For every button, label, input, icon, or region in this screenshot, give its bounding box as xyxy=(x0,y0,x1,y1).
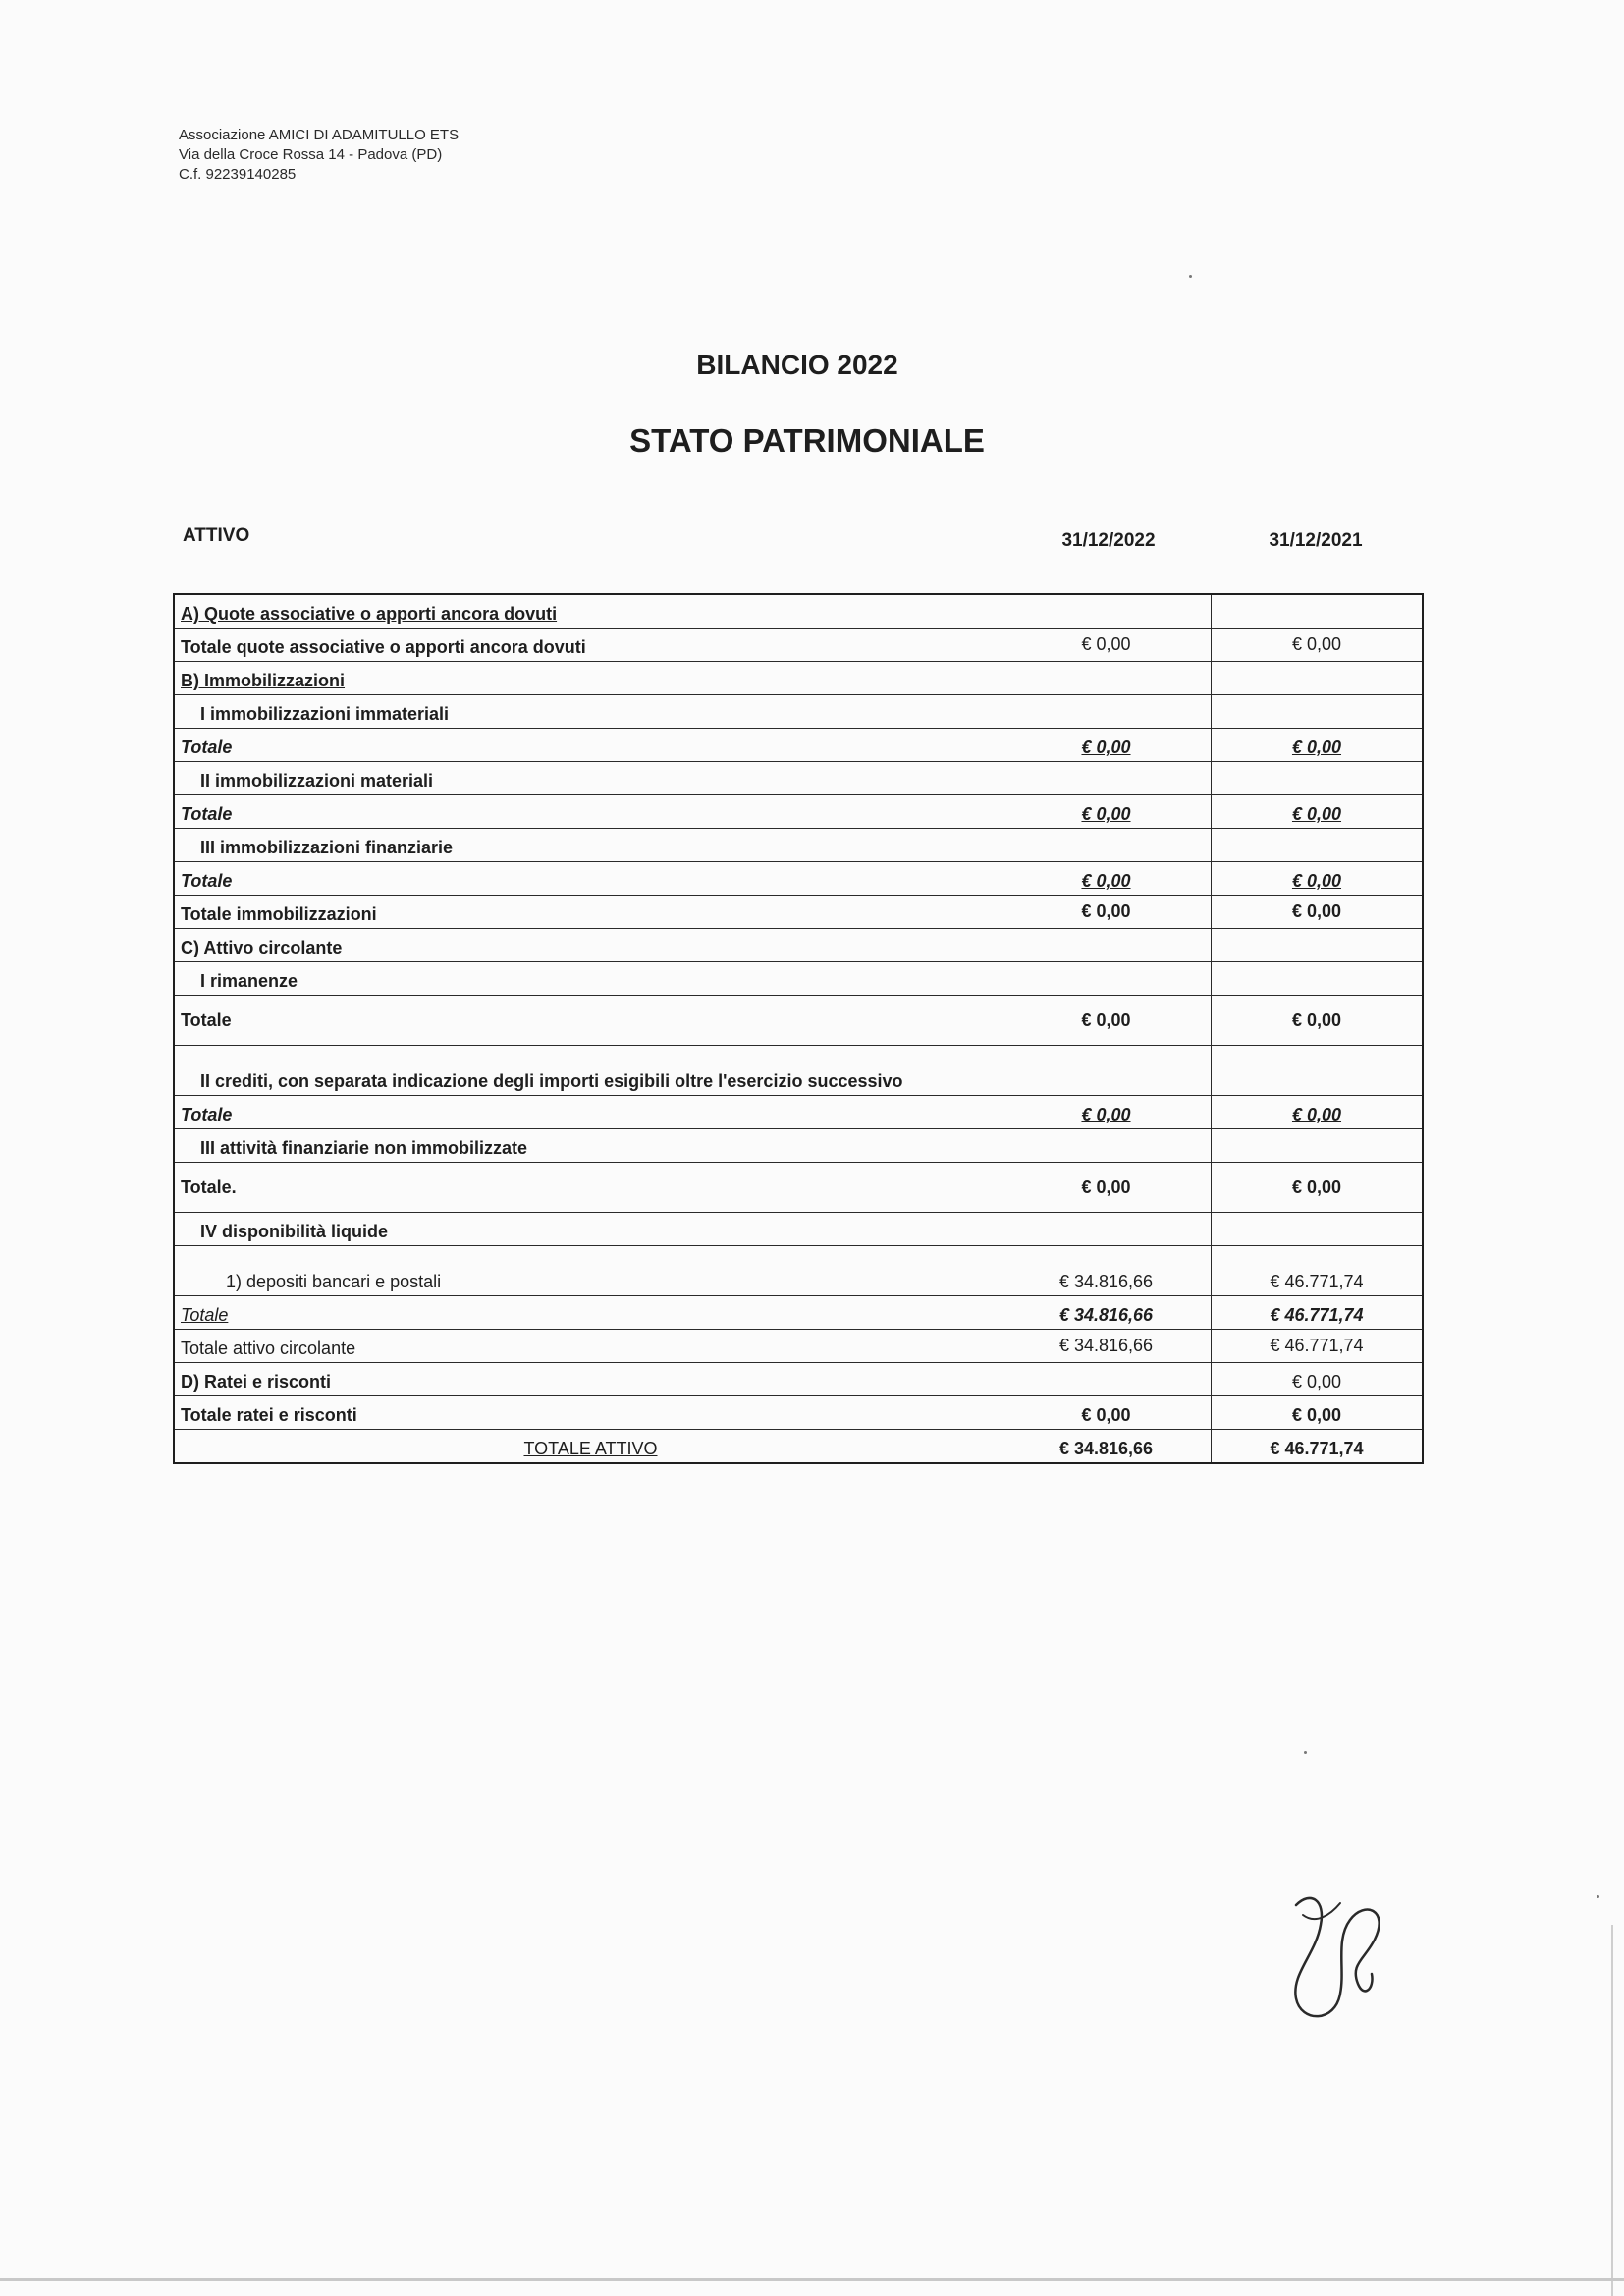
organization-header xyxy=(179,126,459,185)
value-2021: € 0,00 xyxy=(1291,902,1342,921)
value-2022: € 0,00 xyxy=(1001,1396,1212,1429)
value-2022 xyxy=(1001,762,1212,794)
value-2021: € 0,00 xyxy=(1291,1405,1342,1425)
value-2022 xyxy=(1001,1129,1212,1162)
value-2021 xyxy=(1212,929,1422,961)
value-2022: € 0,00 xyxy=(1001,629,1212,661)
scan-speck xyxy=(1597,1895,1599,1898)
value-2021 xyxy=(1212,595,1422,628)
handwritten-signature xyxy=(1281,1886,1409,2033)
value-2021 xyxy=(1212,662,1422,694)
scan-edge xyxy=(1611,1925,1613,2296)
column-header-2022: 31/12/2022 xyxy=(1061,530,1156,551)
table-row xyxy=(175,662,1422,695)
row-label: Totale ratei e risconti xyxy=(175,1396,1001,1429)
table-row xyxy=(175,1213,1422,1246)
row-label: Totale immobilizzazioni xyxy=(175,896,1001,928)
value-2021: € 0,00 xyxy=(1291,1372,1342,1392)
value-2021 xyxy=(1212,1213,1422,1245)
table-row xyxy=(175,862,1422,896)
table-row xyxy=(175,1330,1422,1363)
row-label: I immobilizzazioni immateriali xyxy=(175,695,1001,728)
table-row xyxy=(175,1246,1422,1296)
balance-sheet-table xyxy=(173,593,1424,1464)
table-row xyxy=(175,729,1422,762)
table-row xyxy=(175,1129,1422,1163)
row-label: II crediti, con separata indicazione degli importi esigibili oltre l'esercizio successivo xyxy=(175,1046,1001,1095)
table-row xyxy=(175,1396,1422,1430)
value-2022 xyxy=(1001,962,1212,995)
value-2022 xyxy=(1001,662,1212,694)
scan-speck xyxy=(1189,275,1192,278)
row-label: Totale xyxy=(175,1096,1001,1128)
value-2022 xyxy=(1001,695,1212,728)
value-2021: € 0,00 xyxy=(1291,1176,1342,1197)
value-2021 xyxy=(1212,829,1422,861)
row-label: III immobilizzazioni finanziarie xyxy=(175,829,1001,861)
scan-edge xyxy=(0,2278,1624,2281)
value-2022: € 0,00 xyxy=(1001,795,1212,828)
value-2021: € 0,00 xyxy=(1291,1105,1342,1124)
table-row xyxy=(175,1163,1422,1213)
row-label: D) Ratei e risconti xyxy=(175,1363,1001,1395)
row-label: 1) depositi bancari e postali xyxy=(175,1246,1001,1295)
row-label: Totale xyxy=(175,729,1001,761)
value-2021 xyxy=(1212,1129,1422,1162)
value-2022: € 0,00 xyxy=(1001,729,1212,761)
table-row xyxy=(175,1296,1422,1330)
organization-address: Via della Croce Rossa 14 - Padova (PD) xyxy=(179,146,443,163)
value-2022: € 0,00 xyxy=(1001,1096,1212,1128)
value-2021: € 0,00 xyxy=(1291,871,1342,891)
row-label: Totale attivo circolante xyxy=(175,1330,1001,1362)
row-label: A) Quote associative o apporti ancora dovuti xyxy=(175,595,1001,628)
row-label: III attività finanziarie non immobilizzate xyxy=(175,1129,1001,1162)
table-row-total xyxy=(175,1430,1422,1462)
table-row xyxy=(175,595,1422,629)
value-2022: € 34.816,66 xyxy=(1001,1430,1212,1462)
section-label-attivo: ATTIVO xyxy=(183,525,250,546)
table-row xyxy=(175,896,1422,929)
value-2022: € 0,00 xyxy=(1001,896,1212,928)
table-row xyxy=(175,1363,1422,1396)
value-2021: € 46.771,74 xyxy=(1270,1272,1364,1291)
table-row xyxy=(175,929,1422,962)
row-label: Totale. xyxy=(175,1163,1001,1212)
value-2022 xyxy=(1001,929,1212,961)
table-row xyxy=(175,829,1422,862)
value-2022 xyxy=(1001,1213,1212,1245)
row-label: TOTALE ATTIVO xyxy=(175,1430,1001,1462)
row-label: IV disponibilità liquide xyxy=(175,1213,1001,1245)
table-row xyxy=(175,629,1422,662)
value-2021: € 0,00 xyxy=(1291,804,1342,824)
value-2022 xyxy=(1001,829,1212,861)
value-2021: € 46.771,74 xyxy=(1270,1336,1364,1355)
value-2022: € 34.816,66 xyxy=(1001,1246,1212,1295)
document-subtitle: STATO PATRIMONIALE xyxy=(629,422,985,459)
table-row xyxy=(175,795,1422,829)
value-2022: € 34.816,66 xyxy=(1001,1296,1212,1329)
table-row xyxy=(175,962,1422,996)
value-2021: € 46.771,74 xyxy=(1270,1439,1364,1458)
value-2022: € 34.816,66 xyxy=(1001,1330,1212,1362)
value-2022 xyxy=(1001,595,1212,628)
table-row xyxy=(175,1046,1422,1096)
value-2022: € 0,00 xyxy=(1001,1163,1212,1212)
row-label: Totale quote associative o apporti ancora dovuti xyxy=(175,629,1001,661)
value-2021: € 0,00 xyxy=(1291,1010,1342,1030)
row-label: Totale xyxy=(175,1296,1001,1329)
table-row xyxy=(175,695,1422,729)
value-2022: € 0,00 xyxy=(1001,862,1212,895)
value-2021 xyxy=(1212,695,1422,728)
row-label: C) Attivo circolante xyxy=(175,929,1001,961)
value-2021: € 0,00 xyxy=(1291,738,1342,757)
scan-speck xyxy=(1304,1751,1307,1754)
value-2021 xyxy=(1212,1046,1422,1095)
table-row xyxy=(175,762,1422,795)
value-2021: € 46.771,74 xyxy=(1270,1305,1364,1325)
document-title: BILANCIO 2022 xyxy=(696,350,898,380)
row-label: I rimanenze xyxy=(175,962,1001,995)
value-2021 xyxy=(1212,962,1422,995)
row-label: B) Immobilizzazioni xyxy=(175,662,1001,694)
row-label: Totale xyxy=(175,996,1001,1045)
value-2021: € 0,00 xyxy=(1291,634,1342,654)
row-label: Totale xyxy=(175,862,1001,895)
value-2022 xyxy=(1001,1046,1212,1095)
row-label: Totale xyxy=(175,795,1001,828)
row-label: II immobilizzazioni materiali xyxy=(175,762,1001,794)
table-row xyxy=(175,1096,1422,1129)
table-row xyxy=(175,996,1422,1046)
column-header-2021: 31/12/2021 xyxy=(1269,530,1363,551)
organization-name: Associazione AMICI DI ADAMITULLO ETS xyxy=(179,127,460,143)
value-2022 xyxy=(1001,1363,1212,1395)
value-2021 xyxy=(1212,762,1422,794)
organization-tax-code: C.f. 92239140285 xyxy=(179,166,297,183)
value-2022: € 0,00 xyxy=(1001,996,1212,1045)
